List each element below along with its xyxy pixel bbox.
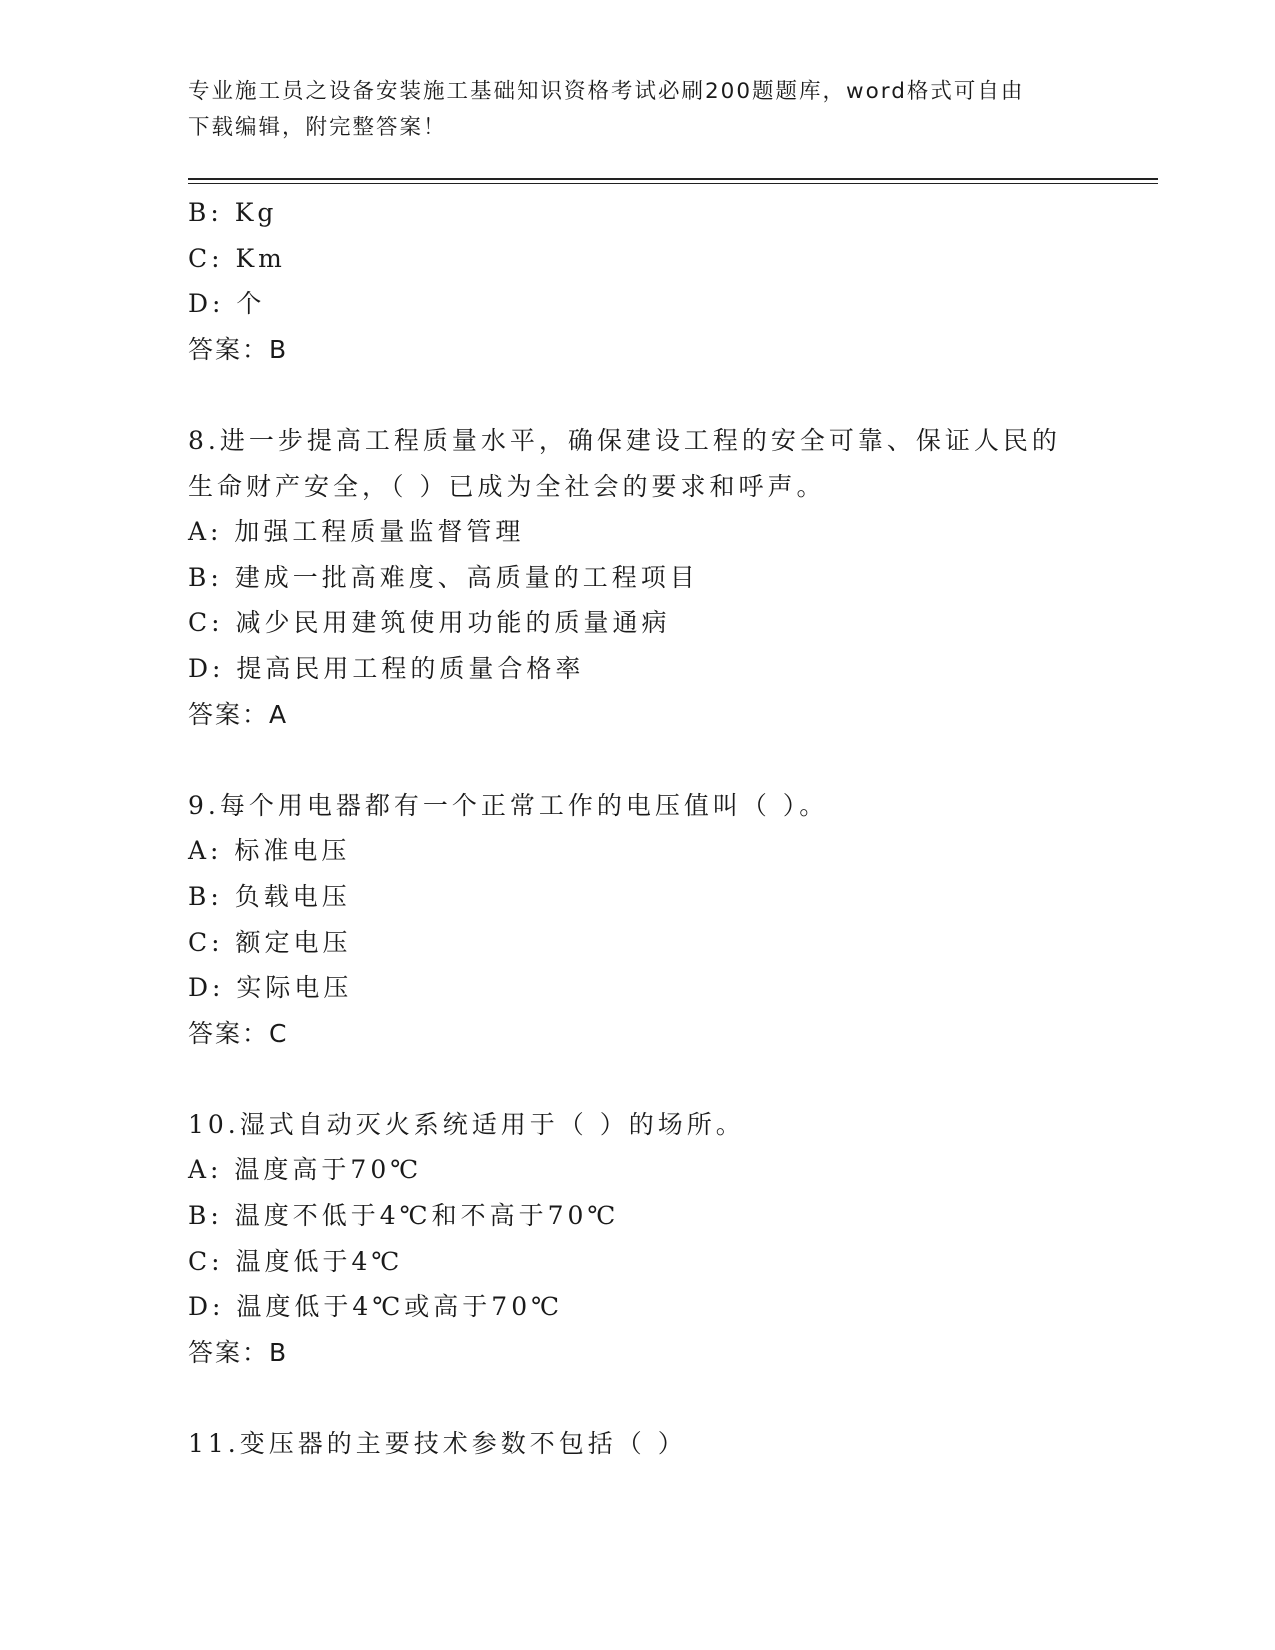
option-b: B: Kg bbox=[188, 198, 278, 227]
header-rule-thick bbox=[188, 178, 1158, 180]
option-d: D: 实际电压 bbox=[188, 973, 353, 1003]
option-c: C: 温度低于4℃ bbox=[188, 1246, 404, 1276]
question-stem-cont: 生命财产安全，（ ）已成为全社会的要求和呼声。 bbox=[188, 471, 826, 501]
option-a: A: 温度高于70℃ bbox=[188, 1155, 423, 1185]
option-c: C: Km bbox=[188, 243, 286, 273]
question-10 bbox=[188, 1102, 1138, 1376]
document-header bbox=[188, 74, 1068, 146]
question-stem: 11.变压器的主要技术参数不包括（ ） bbox=[188, 1429, 687, 1459]
question-8 bbox=[188, 418, 1138, 737]
option-c: C: 减少民用建筑使用功能的质量通病 bbox=[188, 608, 671, 638]
header-line-2: 下载编辑，附完整答案！ bbox=[188, 115, 447, 140]
question-7-tail bbox=[188, 190, 1138, 372]
question-stem: 9.每个用电器都有一个正常工作的电压值叫（ ）。 bbox=[188, 790, 829, 820]
header-line-1: 专业施工员之设备安装施工基础知识资格考试必刷200题题库，word格式可自由 bbox=[188, 79, 1025, 104]
question-stem: 8.进一步提高工程质量水平，确保建设工程的安全可靠、保证人民的 bbox=[188, 425, 1061, 455]
option-a: A: 标准电压 bbox=[188, 836, 351, 866]
option-d: D: 个 bbox=[188, 289, 266, 319]
option-c: C: 额定电压 bbox=[188, 927, 352, 957]
question-11 bbox=[188, 1421, 1138, 1467]
question-stem: 10.湿式自动灭火系统适用于（ ）的场所。 bbox=[188, 1109, 745, 1139]
option-d: D: 温度低于4℃或高于70℃ bbox=[188, 1292, 564, 1322]
option-b: B: 负载电压 bbox=[188, 881, 351, 911]
option-a: A: 加强工程质量监督管理 bbox=[188, 517, 525, 547]
option-b: B: 建成一批高难度、高质量的工程项目 bbox=[188, 562, 699, 592]
question-9 bbox=[188, 783, 1138, 1057]
option-d: D: 提高民用工程的质量合格率 bbox=[188, 653, 585, 683]
header-rule-thin bbox=[188, 183, 1158, 184]
option-b: B: 温度不低于4℃和不高于70℃ bbox=[188, 1201, 620, 1231]
answer-line: 答案：C bbox=[188, 1018, 289, 1048]
answer-line: 答案：A bbox=[188, 699, 289, 729]
answer-line: 答案：B bbox=[188, 334, 289, 364]
answer-line: 答案：B bbox=[188, 1337, 289, 1367]
question-list bbox=[188, 190, 1138, 1467]
